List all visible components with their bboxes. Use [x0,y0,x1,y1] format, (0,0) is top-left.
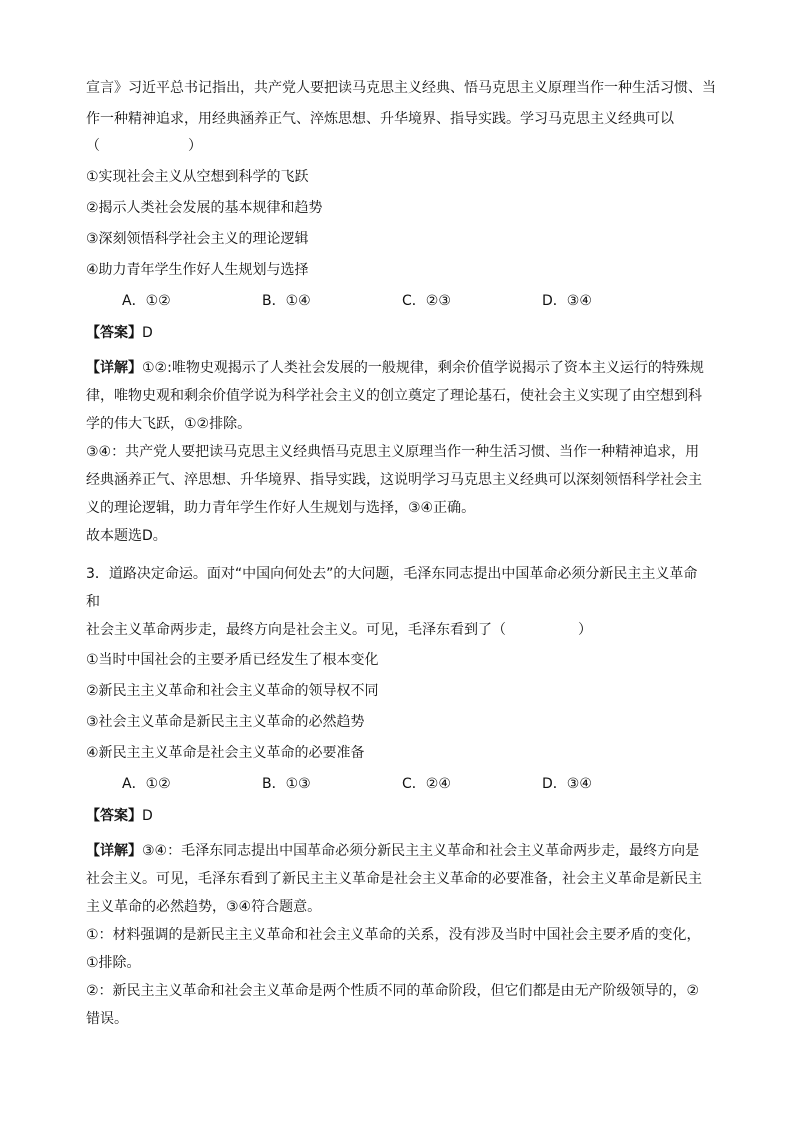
bracket-close: ） [578,622,592,638]
q2-option-c: C．②③ [402,293,451,309]
q3-item-2: ②新民主主义革命和社会主义革命的领导权不同 [86,683,379,699]
detail-tag: 【详解】 [86,843,142,859]
bracket-close: ） [188,138,202,154]
q2-options [86,291,708,312]
detail-text: ③④：毛泽东同志提出中国革命必须分新民主主义革命和社会主义革命两步走，最终方向是社会主义。可见，毛泽东看到了新民主主义革命是社会主义革命的必要准备，社会主义革命是新民主主义革命的必然趋势，③④符合题意。 [86,843,702,915]
question-2 [86,78,716,550]
q3-stem-text: 社会主义革命两步走，最终方向是社会主义。可见，毛泽东看到了（ [86,622,506,638]
q2-option-d: D．③④ [542,293,592,309]
q2-item-4: ④助力青年学生作好人生规划与选择 [86,262,309,278]
detail-tag: 【详解】 [86,360,142,376]
q3-item-3: ③社会主义革命是新民主主义革命的必然趋势 [86,714,365,730]
q3-option-d: D．③④ [542,776,592,792]
q2-item-1: ①实现社会主义从空想到科学的飞跃 [86,169,309,185]
q3-option-a: A．①② [122,776,171,792]
q3-stem-line-2 [86,616,708,644]
answer-tag: 【答案】 [86,808,142,824]
q2-detail-1 [86,354,708,438]
q3-option-c: C．②④ [402,776,451,792]
answer-value: D [142,325,153,341]
q3-item-1: ①当时中国社会的主要矛盾已经发生了根本变化 [86,652,379,668]
q2-answer-bracket [86,136,708,157]
q3-option-b: B．①③ [262,776,311,792]
q2-stem-line-2: 作一种精神追求，用经典涵养正气、淬炼思想、升华境界、指导实践。学习马克思主义经典可以 [86,111,674,127]
q3-answer [86,806,708,827]
q3-options [86,774,708,795]
q2-option-b: B．①④ [262,293,311,309]
answer-tag: 【答案】 [86,325,142,341]
detail-text: ①②:唯物史观揭示了人类社会发展的一般规律，剩余价值学说揭示了资本主义运行的特殊规律，唯物史观和剩余价值学说为科学社会主义的创立奠定了理论基石，使社会主义实现了由空想到科学的伟大飞跃，①②排除。 [86,360,704,432]
question-3 [86,560,708,1033]
q2-item-2: ②揭示人类社会发展的基本规律和趋势 [86,200,323,216]
answer-value: D [142,808,153,824]
q3-item-4: ④新民主主义革命是社会主义革命的必要准备 [86,745,365,761]
q3-stem-line-1: 3．道路决定命运。面对“中国向何处去”的大问题，毛泽东同志提出中国革命必须分新民主主义革命和 [86,566,698,610]
q2-item-3: ③深刻领悟科学社会主义的理论逻辑 [86,231,309,247]
q3-detail-3: ②：新民主主义革命和社会主义革命是两个性质不同的革命阶段，但它们都是由无产阶级领导的，②错误。 [86,983,700,1027]
q2-conclusion: 故本题选D。 [86,528,167,544]
q2-detail-2: ③④：共产党人要把读马克思主义经典悟马克思主义原理当作一种生活习惯、当作一种精神追求，用经典涵养正气、淬思想、升华境界、指导实践，这说明学习马克思主义经典可以深刻领悟科学社会主义的理论逻辑，助力青年学生作好人生规划与选择，③④正确。 [86,444,702,516]
q3-detail-2: ①：材料强调的是新民主主义革命和社会主义革命的关系，没有涉及当时中国社会主要矛盾的变化，①排除。 [86,927,701,971]
q2-stem-line-1: 宣言》习近平总书记指出，共产党人要把读马克思主义经典、悟马克思主义原理当作一种生活习惯、当 [86,80,716,96]
bracket-open: （ [86,138,100,154]
q2-answer [86,323,708,344]
q3-detail-1 [86,837,708,921]
q2-option-a: A．①② [122,293,171,309]
